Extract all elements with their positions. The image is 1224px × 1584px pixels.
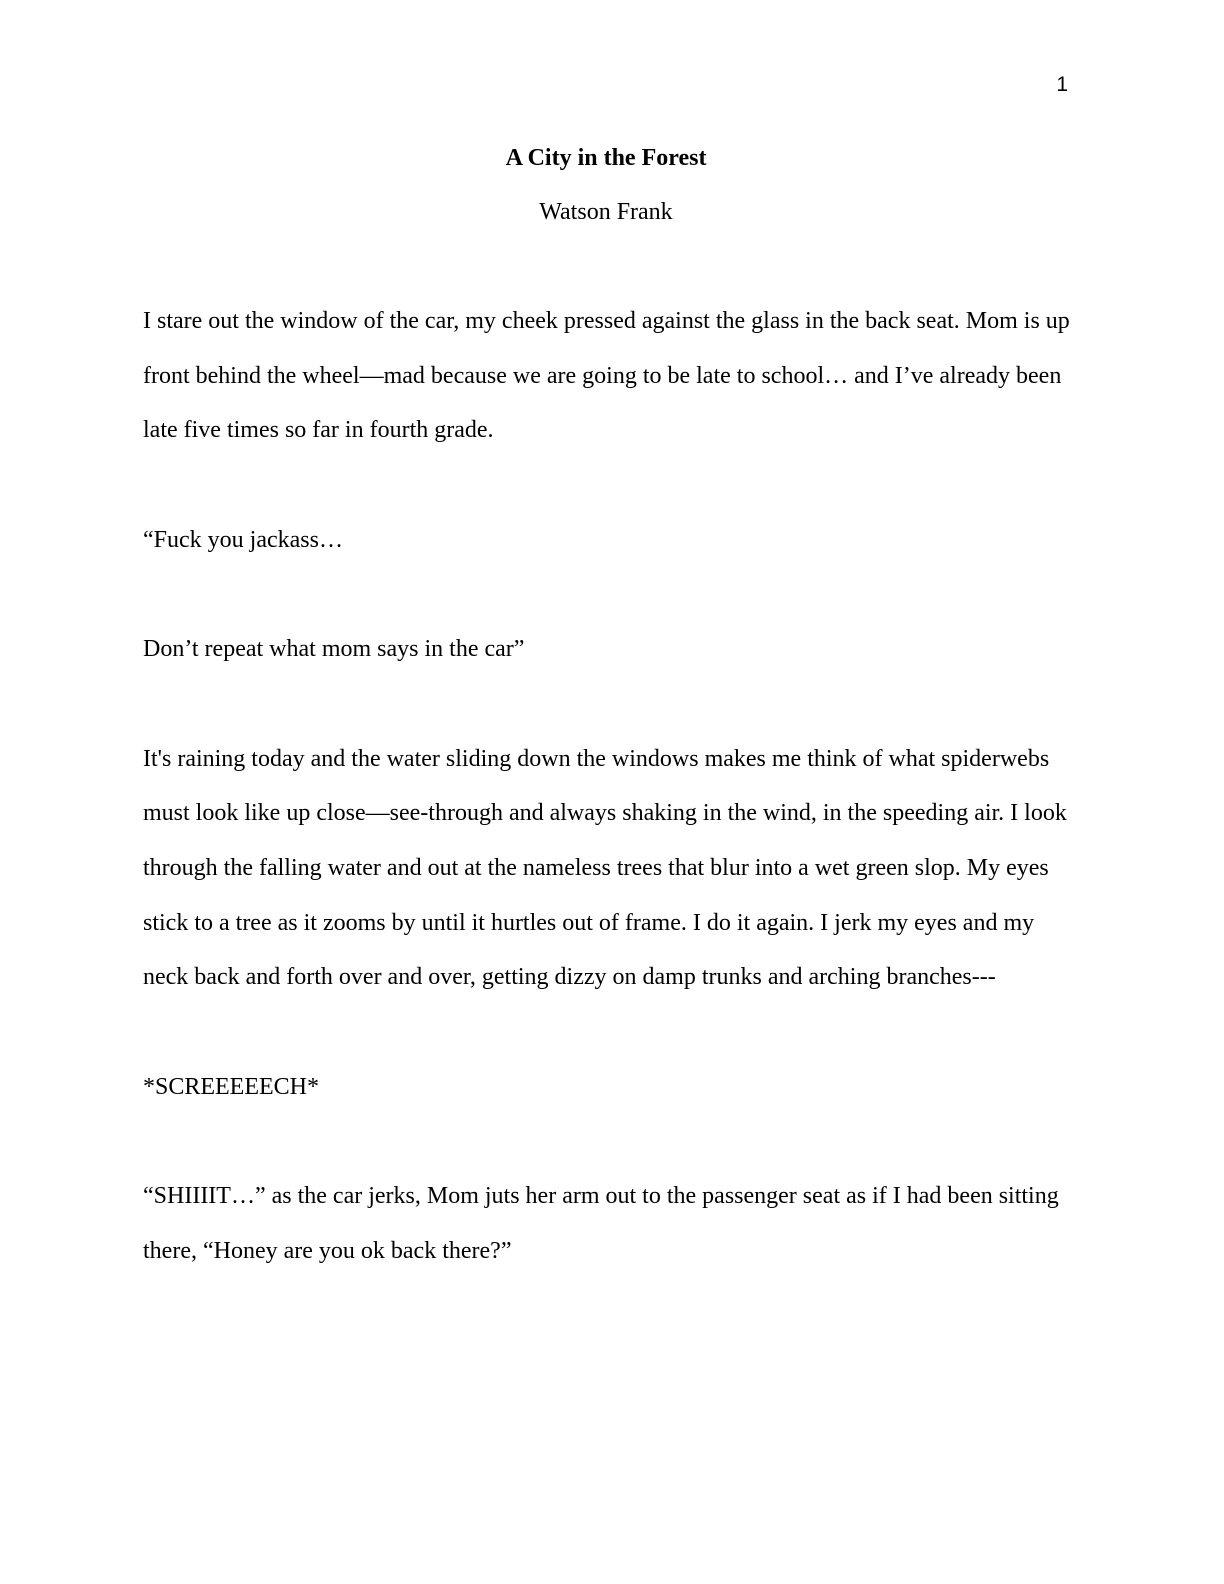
text-line: stick to a tree as it zooms by until it hurtles out of frame. I do it again. I jerk my eyes and my xyxy=(143,909,1035,936)
text-line: through the falling water and out at the nameless trees that blur into a wet green slop. My eyes xyxy=(143,854,1049,881)
text-line: late five times so far in fourth grade. xyxy=(143,417,494,444)
paragraph xyxy=(143,1060,1083,1115)
paragraph xyxy=(143,294,1083,458)
paragraph xyxy=(143,1169,1083,1278)
paragraph-spacer xyxy=(143,677,1083,732)
text-line: “SHIIIIT…” as the car jerks, Mom juts her arm out to the passenger seat as if I had been sitting xyxy=(143,1183,1059,1209)
text-line: It's raining today and the water sliding down the windows makes me think of what spiderwebs xyxy=(143,745,1050,772)
story-title: A City in the Forest xyxy=(505,145,707,171)
text-line: neck back and forth over and over, getting dizzy on damp trunks and arching branches--- xyxy=(143,964,996,991)
text-line: I stare out the window of the car, my cheek pressed against the glass in the back seat. Mom is up xyxy=(143,308,1070,334)
author-name: Watson Frank xyxy=(539,199,673,225)
text-line: there, “Honey are you ok back there?” xyxy=(143,1237,512,1264)
story-body xyxy=(143,294,1083,1278)
paragraph-spacer xyxy=(143,1005,1083,1060)
paragraph xyxy=(143,732,1083,1005)
text-line: must look like up close—see-through and always shaking in the wind, in the speeding air. I look xyxy=(143,800,1067,827)
paragraph xyxy=(143,622,1083,677)
paragraph-spacer xyxy=(143,1114,1083,1169)
text-line: front behind the wheel—mad because we are going to be late to school… and I’ve already been xyxy=(143,362,1062,389)
page-number: 1 xyxy=(1056,73,1068,96)
text-line: *SCREEEEECH* xyxy=(143,1073,320,1100)
paragraph-spacer xyxy=(143,458,1083,513)
paragraph xyxy=(143,513,1083,568)
text-line: “Fuck you jackass… xyxy=(143,526,343,553)
paragraph-spacer xyxy=(143,567,1083,622)
text-line: Don’t repeat what mom says in the car” xyxy=(143,636,525,663)
